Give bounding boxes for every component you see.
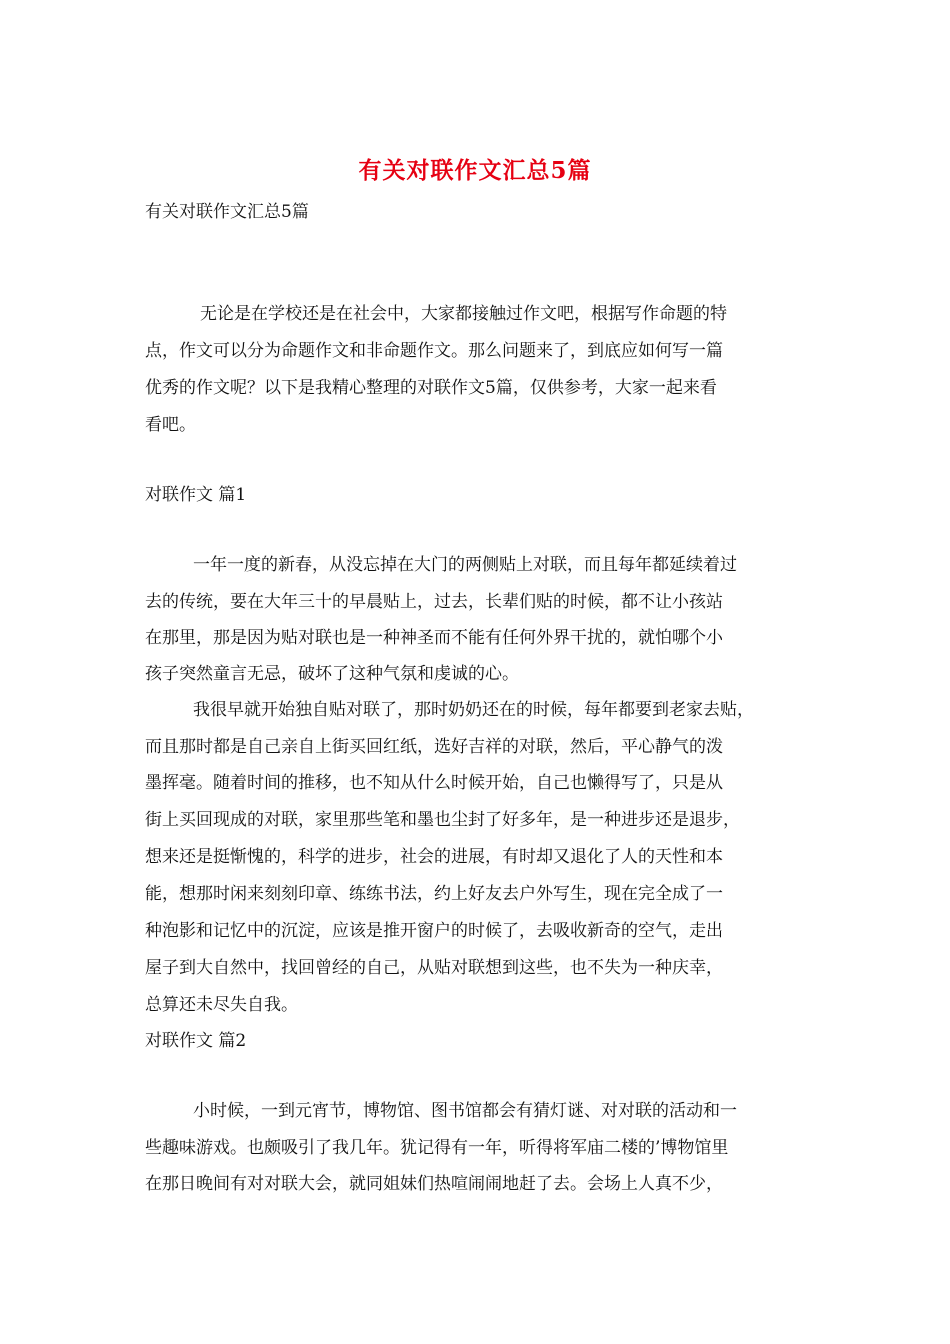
paragraph-line: 屋子到大自然中，找回曾经的自己，从贴对联想到这些，也不失为一种庆幸， <box>145 958 723 978</box>
section-heading: 对联作文 篇2 <box>145 1031 247 1051</box>
intro-line: 优秀的作文呢？以下是我精心整理的对联作文5篇，仅供参考，大家一起来看 <box>145 378 717 398</box>
paragraph-line: 总算还未尽失自我。 <box>145 995 298 1015</box>
document-subtitle: 有关对联作文汇总5篇 <box>145 202 309 222</box>
paragraph-line: 一年一度的新春，从没忘掉在大门的两侧贴上对联，而且每年都延续着过 <box>193 555 737 575</box>
paragraph-line: 在那日晚间有对对联大会，就同姐妹们热喧闹闹地赶了去。会场上人真不少， <box>145 1174 723 1194</box>
paragraph-line: 在那里，那是因为贴对联也是一种神圣而不能有任何外界干扰的，就怕哪个小 <box>145 628 723 648</box>
intro-line: 无论是在学校还是在社会中，大家都接触过作文吧，根据写作命题的特 <box>200 304 727 324</box>
paragraph-line: 孩子突然童言无忌，破坏了这种气氛和虔诚的心。 <box>145 664 519 684</box>
paragraph-line: 墨挥毫。随着时间的推移，也不知从什么时候开始，自己也懒得写了，只是从 <box>145 773 723 793</box>
paragraph-line: 而且那时都是自己亲自上街买回红纸，选好吉祥的对联，然后，平心静气的泼 <box>145 737 723 757</box>
paragraph-line: 小时候，一到元宵节，博物馆、图书馆都会有猜灯谜、对对联的活动和一 <box>193 1101 737 1121</box>
paragraph-line: 我很早就开始独自贴对联了，那时奶奶还在的时候，每年都要到老家去贴， <box>193 700 754 720</box>
paragraph-line: 种泡影和记忆中的沉淀，应该是推开窗户的时候了，去吸收新奇的空气，走出 <box>145 921 723 941</box>
paragraph-line: 些趣味游戏。也颇吸引了我几年。犹记得有一年，听得将军庙二楼的’博物馆里 <box>145 1138 729 1158</box>
paragraph-line: 街上买回现成的对联，家里那些笔和墨也尘封了好多年，是一种进步还是退步， <box>145 810 740 830</box>
document-title: 有关对联作文汇总5篇 <box>358 157 592 184</box>
paragraph-line: 想来还是挺惭愧的，科学的进步，社会的进展，有时却又退化了人的天性和本 <box>145 847 723 867</box>
paragraph-line: 能，想那时闲来刻刻印章、练练书法，约上好友去户外写生，现在完全成了一 <box>145 884 723 904</box>
section-heading: 对联作文 篇1 <box>145 485 247 505</box>
intro-line: 看吧。 <box>145 415 196 435</box>
intro-line: 点，作文可以分为命题作文和非命题作文。那么问题来了，到底应如何写一篇 <box>145 341 723 361</box>
paragraph-line: 去的传统，要在大年三十的早晨贴上，过去，长辈们贴的时候，都不让小孩站 <box>145 592 723 612</box>
